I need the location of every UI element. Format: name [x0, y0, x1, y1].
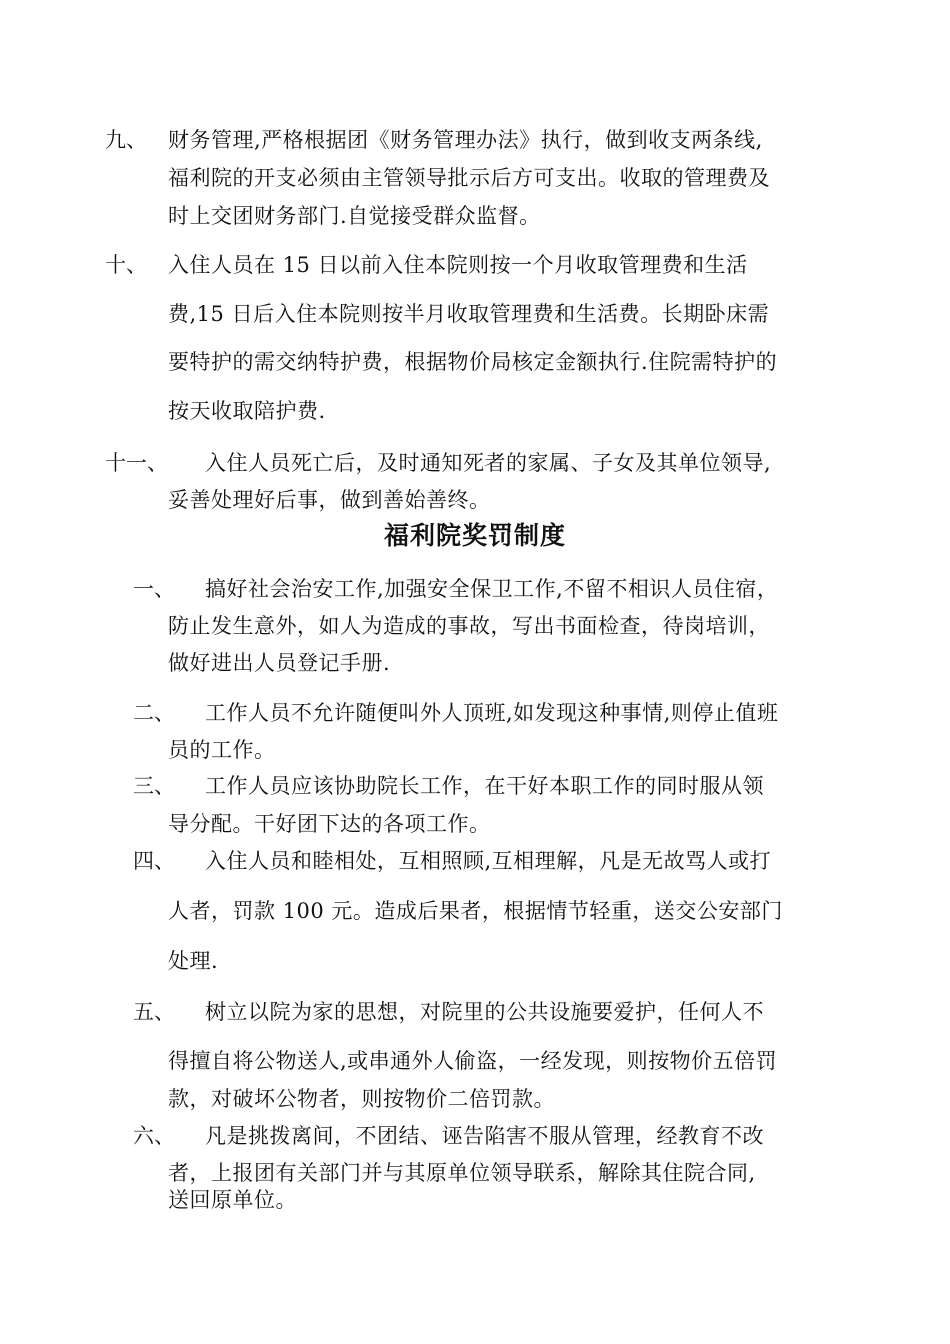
item-number: 三、 [133, 774, 175, 798]
item-line: 树立以院为家的思想，对院里的公共设施要爱护，任何人不 [205, 1000, 764, 1024]
item-number: 九、 [105, 128, 147, 152]
section-title: 福利院奖罚制度 [383, 521, 566, 550]
item-number: 四、 [133, 849, 175, 873]
item-line: 工作人员不允许随便叫外人顶班,如发现这种事情,则停止值班 [205, 701, 779, 725]
item-line: 人者，罚款 100 元。造成后果者，根据情节轻重，送交公安部门 [168, 899, 783, 923]
item-line: 防止发生意外，如人为造成的事故，写出书面检查，待岗培训， [168, 614, 770, 638]
item-number: 一、 [133, 577, 175, 601]
item-line: 时上交团财务部门.自觉接受群众监督。 [168, 204, 541, 228]
item-line: 款，对破坏公物者，则按物价二倍罚款。 [168, 1087, 555, 1111]
item-line: 入住人员死亡后，及时通知死者的家属、子女及其单位领导, [205, 451, 772, 475]
item-number: 十一、 [105, 451, 168, 475]
item-line: 凡是挑拨离间，不团结、诬告陷害不服从管理，经教育不改 [205, 1124, 764, 1148]
item-line: 员的工作。 [168, 738, 276, 762]
item-line: 按天收取陪护费. [168, 399, 326, 423]
item-line: 入住人员和睦相处，互相照顾,互相理解，凡是无故骂人或打 [205, 849, 772, 873]
item-line: 妥善处理好后事，做到善始善终。 [168, 488, 491, 512]
item-line: 搞好社会治安工作,加强安全保卫工作,不留不相识人员住宿， [205, 577, 779, 601]
item-line: 工作人员应该协助院长工作，在干好本职工作的同时服从领 [205, 774, 764, 798]
item-number: 六、 [133, 1124, 175, 1148]
item-line: 者，上报团有关部门并与其原单位领导联系，解除其住院合同, [168, 1161, 756, 1185]
item-line: 财务管理,严格根据团《财务管理办法》执行，做到收支两条线, [168, 128, 763, 152]
item-line: 福利院的开支必须由主管领导批示后方可支出。收取的管理费及 [168, 166, 770, 190]
item-line: 处理. [168, 949, 219, 973]
item-number: 二、 [133, 701, 175, 725]
item-line: 送回原单位。 [168, 1188, 297, 1212]
item-line: 得擅自将公物送人,或串通外人偷盗，一经发现，则按物价五倍罚 [168, 1049, 778, 1073]
item-number: 五、 [133, 1000, 175, 1024]
item-line: 费,15 日后入住本院则按半月收取管理费和生活费。长期卧床需 [168, 302, 770, 326]
item-line: 导分配。干好团下达的各项工作。 [168, 812, 491, 836]
item-line: 做好进出人员登记手册. [168, 651, 391, 675]
item-number: 十、 [105, 253, 147, 277]
item-line: 入住人员在 15 日以前入住本院则按一个月收取管理费和生活 [168, 253, 748, 277]
item-line: 要特护的需交纳特护费，根据物价局核定金额执行.住院需特护的 [168, 350, 778, 374]
